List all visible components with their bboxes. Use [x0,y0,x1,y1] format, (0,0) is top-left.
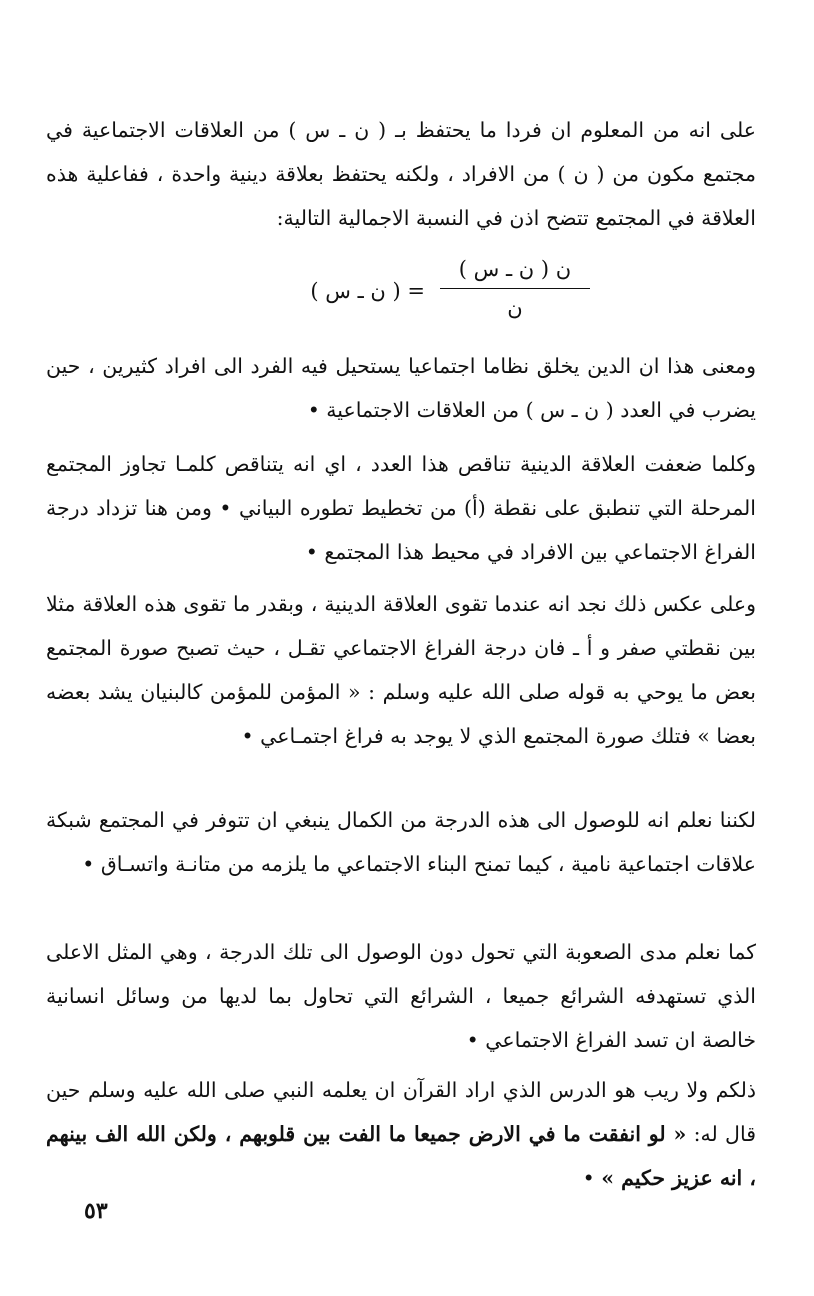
paragraph-3: وكلما ضعفت العلاقة الدينية تناقص هذا العدد ، اي انه يتناقص كلمـا تجاوز المجتمع المرحلة التي تنطبق على نقطة (أ) من تخطيط تطوره البياني • ومن هنا تزداد درجة الفراغ الاجتماعي بين الافراد في محيط هذا المجتمع • [46,452,756,564]
fraction-bar [440,288,590,289]
paragraph-1: على انه من المعلوم ان فردا ما يحتفظ بـ ( ن ـ س ) من العلاقات الاجتماعية في مجتمع مكون من ( ن ) من الافراد ، ولكنه يحتفظ بعلاقة دينية واحدة ، ففاعلية هذه العلاقة في المجتمع تتضح اذن في النسبة الاجمالية التالية: [46,118,756,230]
paragraph-7-end: • [582,1166,602,1190]
formula-denominator: ن [507,296,523,320]
formula-equals-sign: = [407,279,425,303]
paragraph-4: وعلى عكس ذلك نجد انه عندما تقوى العلاقة الدينية ، وبقدر ما تقوى هذه العلاقة مثلا بين نقطتي صفر و أ ـ فان درجة الفراغ الاجتماعي تقـل ، حيث تصبح صورة المجتمع بعض ما يوحي به قوله صلى الله عليه وسلم : « المؤمن للمؤمن كالبنيان يشد بعضه بعضا » فتلك صورة المجتمع الذي لا يوجد به فراغ اجتمـاعي • [46,592,756,748]
formula-fraction [440,252,590,325]
paragraph-7 [46,1068,756,1200]
formula-result: ( ن ـ س ) [310,279,401,303]
formula-numerator: ن ( ن ـ س ) [458,257,572,281]
paragraph-5: لكننا نعلم انه للوصول الى هذه الدرجة من الكمال ينبغي ان تتوفر في المجتمع شبكة علاقات اجتماعية نامية ، كيما تمنح البناء الاجتماعي ما يلزمه من متانـة واتسـاق • [46,808,756,876]
page-number: ٥٣ [84,1198,108,1224]
quran-quote: « لو انفقت ما في الارض جميعا ما الفت بين قلوبهم ، ولكن الله الف بينهم ، انه عزيز حكيم » [46,1122,756,1190]
ratio-formula [280,252,590,332]
paragraph-6: كما نعلم مدى الصعوبة التي تحول دون الوصول الى تلك الدرجة ، وهي المثل الاعلى الذي تستهدفه الشرائع جميعا ، الشرائع التي تحاول بما لديها من وسائل انسانية خالصة ان تسد الفراغ الاجتماعي • [46,940,756,1052]
paragraph-7-lead: ذلكم ولا ريب هو الدرس الذي اراد القرآن ان يعلمه النبي صلى الله عليه وسلم حين قال له: [46,1078,756,1146]
formula-result-group [310,274,425,308]
paragraph-2: ومعنى هذا ان الدين يخلق نظاما اجتماعيا يستحيل فيه الفرد الى افراد كثيرين ، حين يضرب في العدد ( ن ـ س ) من العلاقات الاجتماعية • [46,354,756,422]
